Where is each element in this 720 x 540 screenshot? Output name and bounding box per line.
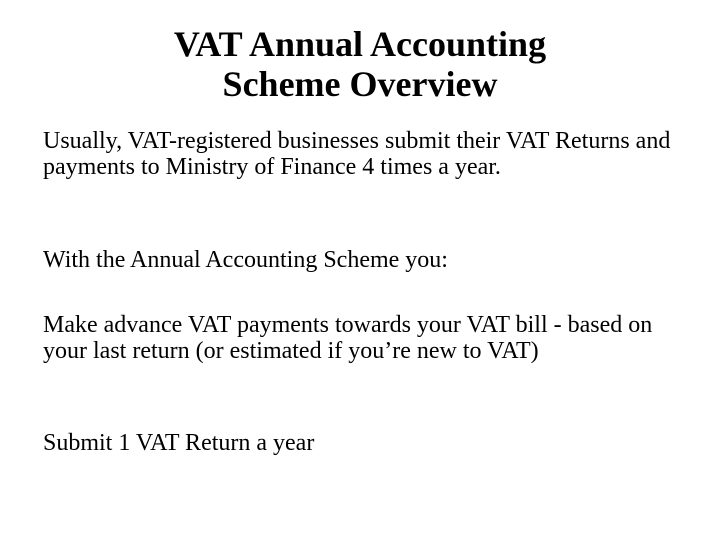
paragraph-submit-return: Submit 1 VAT Return a year (43, 430, 315, 456)
title-line-2: Scheme Overview (222, 64, 498, 104)
title-line-1: VAT Annual Accounting (173, 24, 547, 64)
paragraph-intro: Usually, VAT-registered businesses submit their VAT Returns and payments to Ministry of Finance 4 times a year. (43, 128, 671, 180)
slide-title (0, 24, 720, 104)
paragraph-scheme-lead: With the Annual Accounting Scheme you: (43, 247, 448, 273)
paragraph-advance-payments: Make advance VAT payments towards your VAT bill - based on your last return (or estimated if you’re new to VAT) (43, 312, 653, 364)
